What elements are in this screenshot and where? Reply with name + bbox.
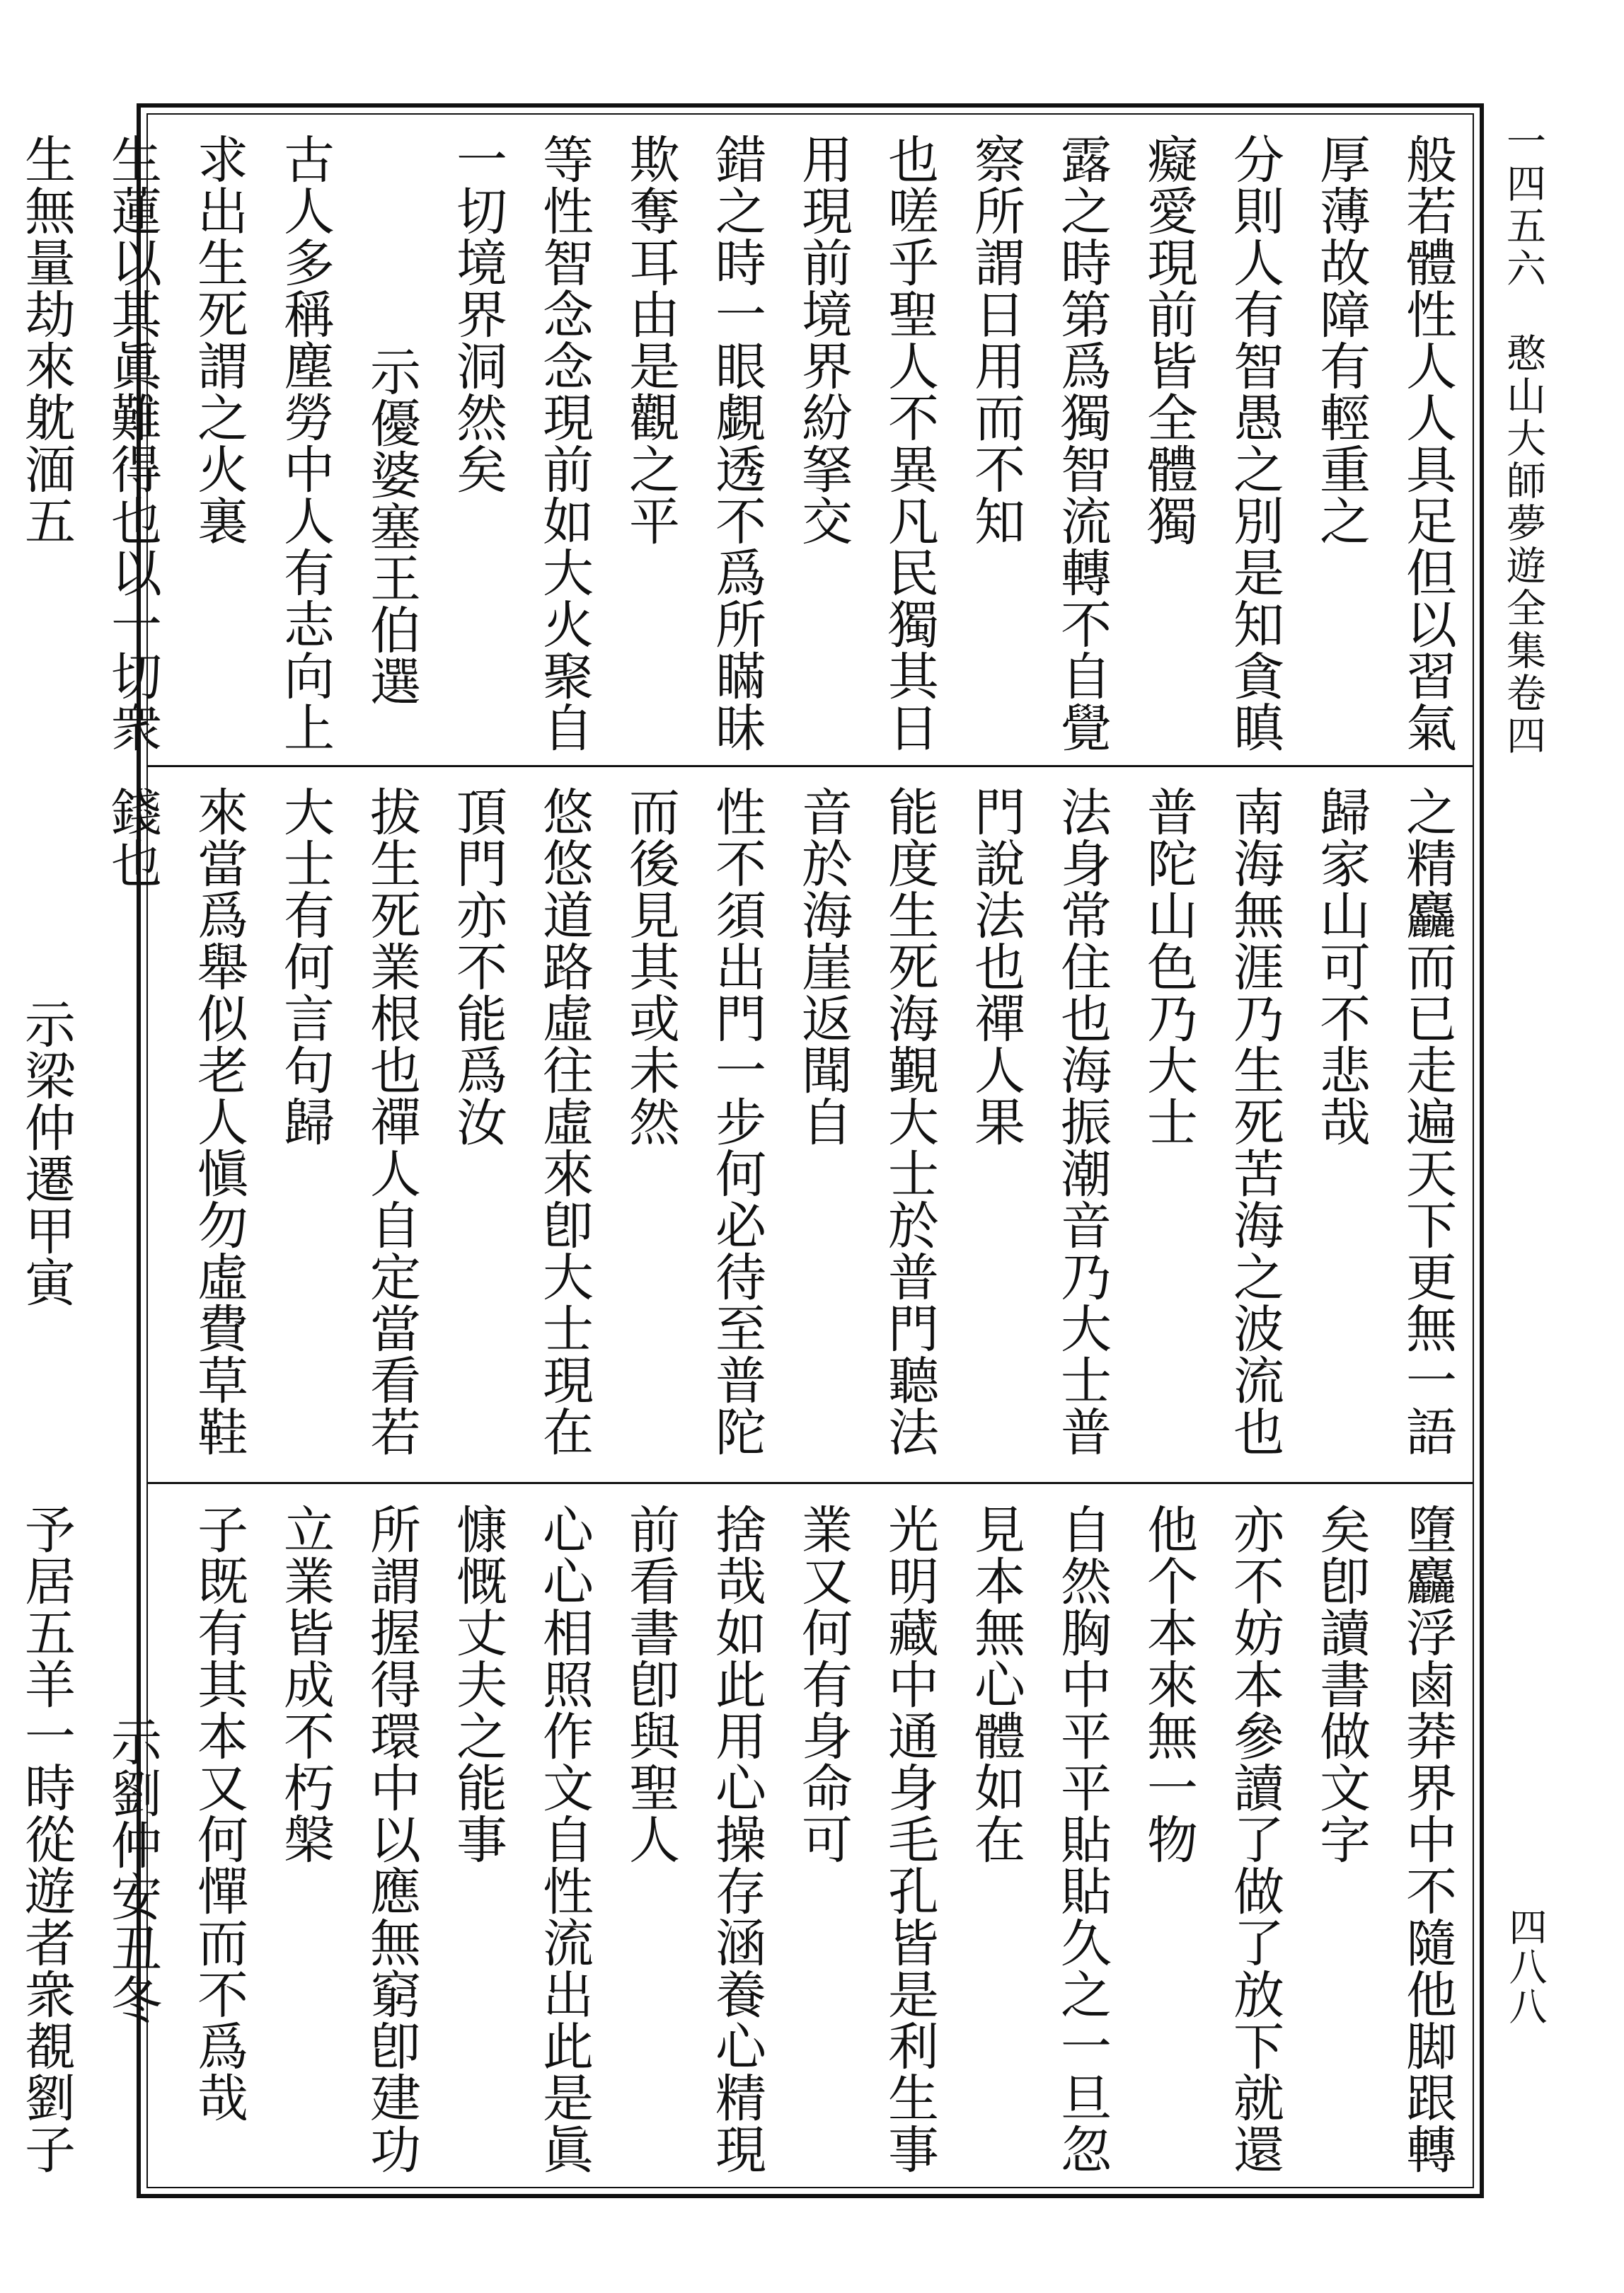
text-line: 悠悠道路虛往虛來卽大士現在頂門亦不能爲汝 <box>448 786 594 1457</box>
text-line: 拔生死業根也禪人自定當看若大士有何言句歸 <box>275 786 421 1457</box>
panel-divider-upper <box>148 765 1473 767</box>
panel-divider-lower <box>148 1482 1473 1484</box>
text-line: 生蓮以其眞難得也以一切衆生無量劫來躭湎五 <box>16 133 162 753</box>
panel-top <box>16 133 1470 762</box>
text-line: 古人多稱塵勞中人有志向上求出生死謂之火裏 <box>189 133 335 753</box>
page-number-left: 一四五六 <box>1500 120 1546 290</box>
text-line: 般若體性人人具足但以習氣厚薄故障有輕重之 <box>1311 133 1457 753</box>
text-line: 法身常住也海振潮音乃大士普門說法也禪人果 <box>966 786 1112 1457</box>
text-line: 子既有其本又何憚而不爲哉 <box>189 1503 248 2123</box>
text-line: 墮麤浮鹵莽界中不隨他脚跟轉矣卽讀書做文字 <box>1311 1503 1457 2175</box>
text-line: 亦不妨本參讀了做了放下就還他个本來無一物 <box>1139 1503 1284 2175</box>
text-line: 捨哉如此用心操存涵養心精現前看書卽與聖人 <box>621 1503 766 2175</box>
page-number-right: 四八八 <box>1503 1907 1548 2026</box>
text-line: 能度生死海覲大士於普門聽法音於海崖返聞自 <box>793 786 939 1457</box>
text-line: 等性智念念現前如大火聚自一切境界洞然矣 <box>448 133 594 753</box>
panel-bottom <box>16 1503 1470 2185</box>
text-line: 來當爲舉似老人愼勿虛費草鞋錢也 <box>103 786 248 1457</box>
text-line: 南海無涯乃生死苦海之波流也普陀山色乃大士 <box>1139 786 1284 1457</box>
section-heading: 示優婆塞王伯選 <box>362 345 421 707</box>
section-heading: 示劉仲安丑冬 <box>103 1716 162 2025</box>
text-line: 性不須出門一步何必待至普陀而後見其或未然 <box>621 786 766 1457</box>
text-line: 露之時第爲獨智流轉不自覺察所謂日用而不知 <box>966 133 1112 753</box>
text-line: 所謂握得環中以應無窮卽建功立業皆成不朽槃 <box>275 1503 421 2175</box>
panel-middle <box>16 786 1470 1479</box>
text-line: 光明藏中通身毛孔皆是利生事業又何有身命可 <box>793 1503 939 2175</box>
text-line: 自然胸中平平貼貼久之一旦忽見本無心體如在 <box>966 1503 1112 2175</box>
text-line: 予居五羊一時從遊者衆覩劉子 <box>16 1503 76 2175</box>
text-line <box>0 133 3 762</box>
text-line: 錯之時一眼覷透不爲所瞞昧欺奪耳由是觀之平 <box>621 133 766 753</box>
text-line: 也嗟乎聖人不異凡民獨其日用現前境界紛拏交 <box>793 133 939 753</box>
text-line: 心心相照作文自性流出此是眞慷慨丈夫之能事 <box>448 1503 594 2175</box>
section-heading: 示梁仲遷甲寅 <box>16 998 76 1308</box>
book-title: 憨山大師夢遊全集卷四 <box>1500 333 1546 757</box>
running-header <box>1495 120 1551 778</box>
text-line <box>0 786 3 1479</box>
text-line: 之精麤而已走遍天下更無一語歸家山可不悲哉 <box>1311 786 1457 1457</box>
text-line: 分則人有智愚之別是知貪瞋癡愛現前皆全體獨 <box>1139 133 1284 753</box>
